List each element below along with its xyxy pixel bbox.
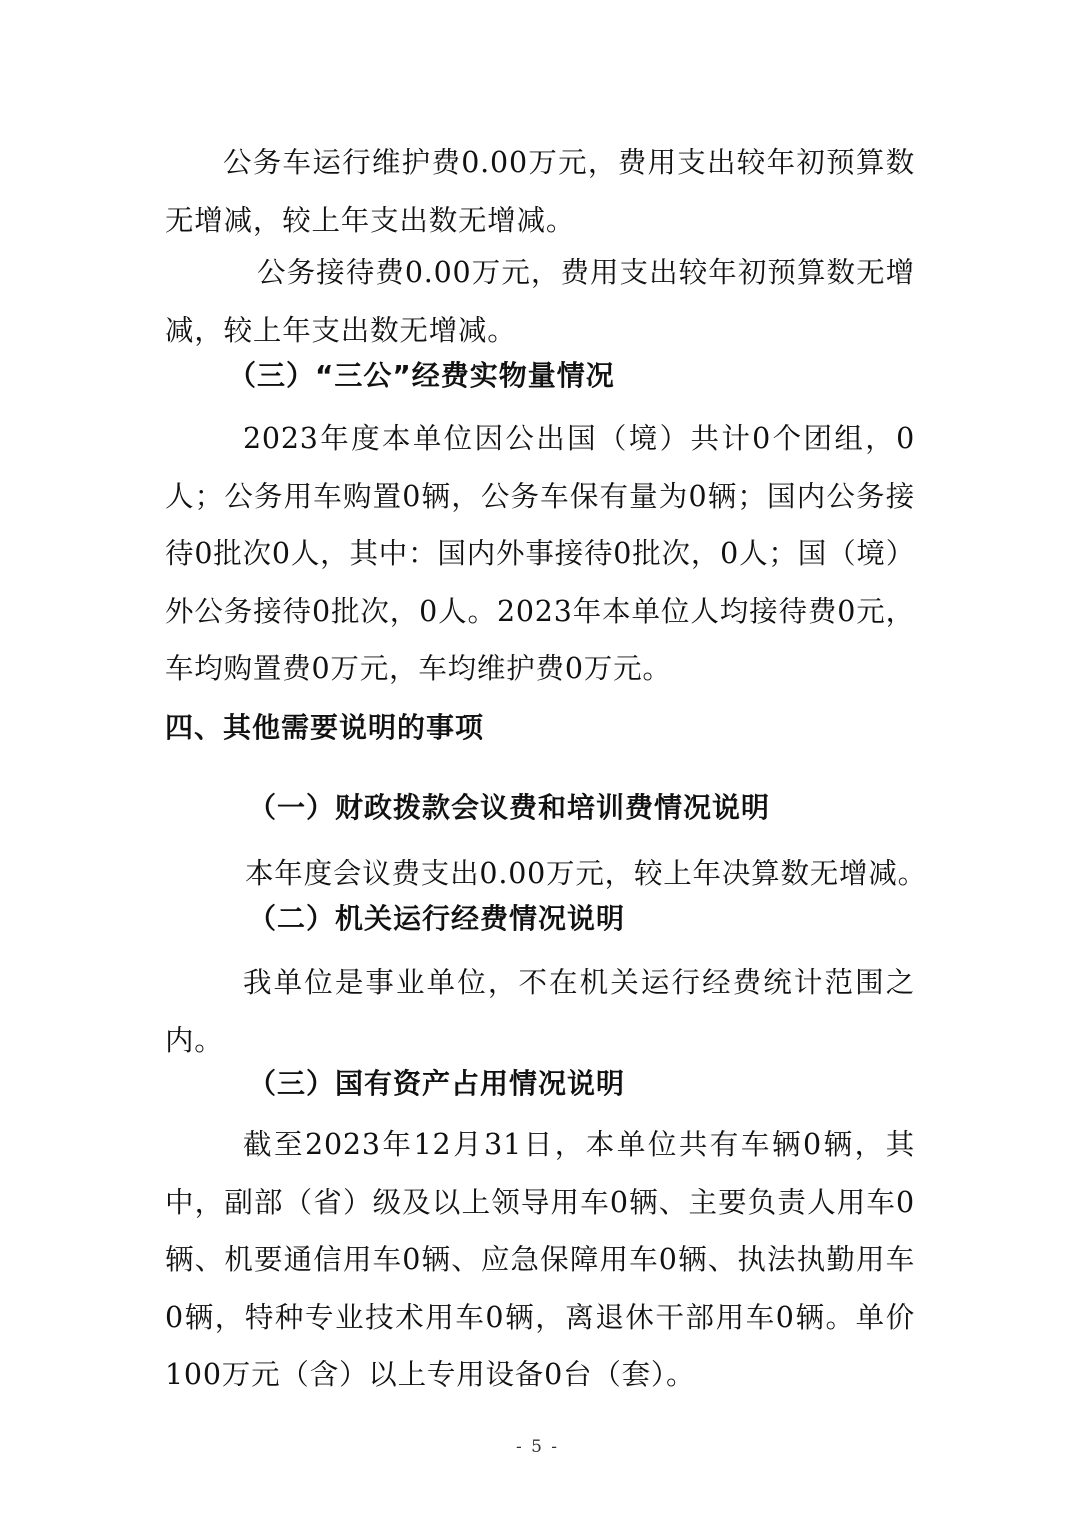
heading-operation-expenses: （二）机关运行经费情况说明	[248, 902, 626, 935]
paragraph-operation-scope: 我单位是事业单位，不在机关运行经费统计范围之内。	[165, 966, 915, 1057]
heading-meeting-training: （一）财政拨款会议费和培训费情况说明	[248, 791, 771, 824]
paragraph-three-public-details: 2023年度本单位因公出国（境）共计0个团组，0人；公务用车购置0辆，公务车保有量为0辆；国内公务接待0批次0人，其中：国内外事接待0批次，0人；国（境）外公务接待0批次，0人。2023年本单位人均接待费0元，车均购置费0万元，车均维护费0万元。	[165, 422, 915, 685]
paragraph-vehicle-maintenance: 公务车运行维护费0.00万元，费用支出较年初预算数无增减，较上年支出数无增减。	[165, 146, 915, 237]
paragraph-meeting-fee: 本年度会议费支出0.00万元，较上年决算数无增减。	[245, 857, 927, 890]
heading-section-four: 四、其他需要说明的事项	[165, 711, 485, 744]
paragraph-reception-fee: 公务接待费0.00万元，费用支出较年初预算数无增减，较上年支出数无增减。	[165, 256, 915, 347]
heading-state-assets: （三）国有资产占用情况说明	[248, 1067, 626, 1100]
paragraph-vehicle-assets: 截至2023年12月31日，本单位共有车辆0辆，其中，副部（省）级及以上领导用车0辆、主要负责人用车0辆、机要通信用车0辆、应急保障用车0辆、执法执勤用车0辆，特种专业技术用车0辆，离退休干部用车0辆。单价100万元（含）以上专用设备0台（套）。	[165, 1128, 915, 1391]
page-number: - 5 -	[515, 1437, 560, 1457]
heading-three-public-physical: （三）“三公”经费实物量情况	[228, 359, 615, 392]
